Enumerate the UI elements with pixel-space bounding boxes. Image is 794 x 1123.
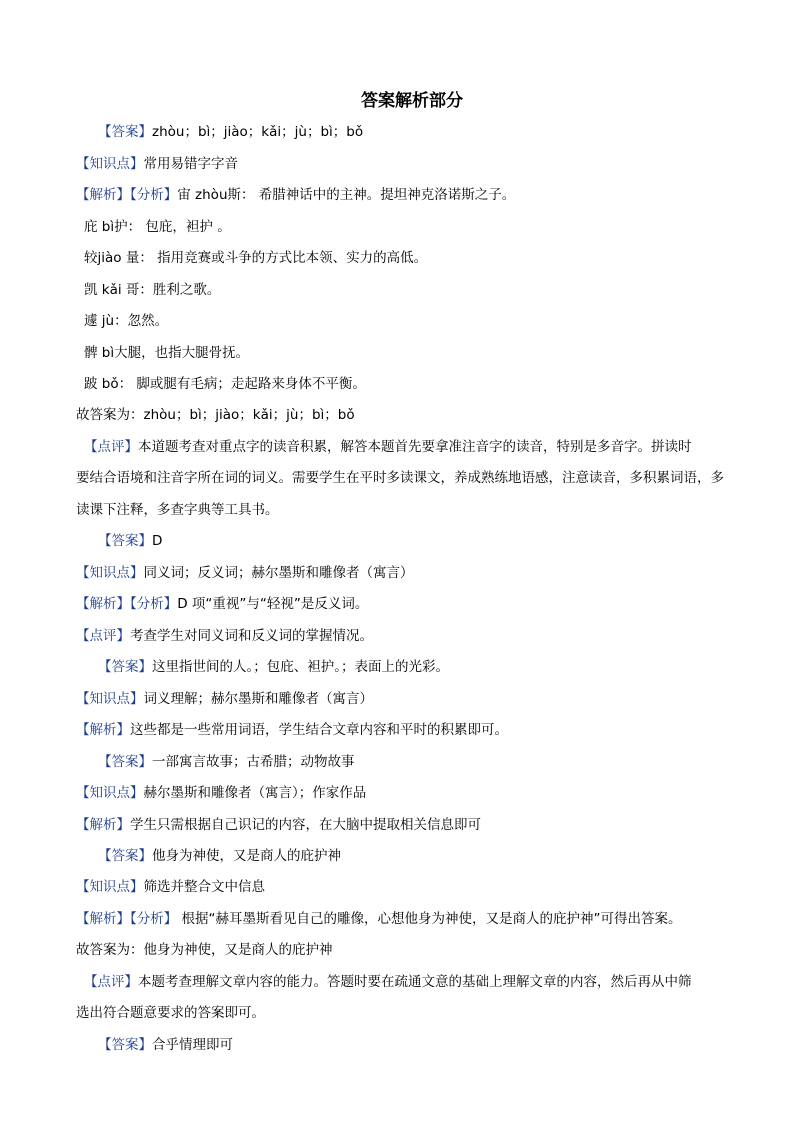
list-item [84,217,231,237]
analysis-tag: 【解析】 [76,817,130,833]
line-text: 读课下注释，多查字典等工具书。 [76,502,279,518]
line-text: 合乎情理即可 [152,1037,233,1053]
page-title: 答案解析部分 [361,91,463,111]
list-item [98,122,363,142]
line-text: 较jiào 量： 指用竞赛或斗争的方式比本领、实力的高低。 [84,250,428,266]
list-item [76,594,368,614]
knowledge-tag: 【知识点】 [76,156,144,172]
comment-tag: 【点评】 [84,439,138,455]
list-item [98,752,355,772]
line-text: zhòu；bì；jiào；kǎi；jù；bì；bǒ [152,124,364,140]
line-text: 同义词；反义词；赫尔墨斯和雕像者（寓言） [143,565,414,581]
answer-tag: 【答案】 [98,124,152,140]
line-text: 词义理解；赫尔墨斯和雕像者（寓言） [143,691,373,707]
line-text: 筛选并整合文中信息 [143,879,265,895]
list-item [76,909,682,929]
line-text: 本道题考查对重点字的读音积累，解答本题首先要拿准注音字的读音，特别是多音字。拼读时 [138,439,692,455]
list-item [76,783,366,803]
line-text: 学生只需根据自己识记的内容，在大脑中提取相关信息即可 [130,817,481,833]
line-text: 常用易错字字音 [143,156,238,172]
answer-tag: 【答案】 [98,659,152,675]
line-text: 他身为神使，又是商人的庇护神 [152,848,341,864]
line-text: 这些都是一些常用词语，学生结合文章内容和平时的积累即可。 [130,722,508,738]
line-text: 这里指世间的人。；包庇、袒护。；表面上的光彩。 [152,659,449,675]
knowledge-tag: 【知识点】 [76,565,144,581]
line-text: 赫尔墨斯和雕像者（寓言）；作家作品 [143,785,367,801]
list-item [76,720,508,740]
answer-tag: 【答案】 [98,533,152,549]
comment-tag: 【点评】 [76,628,130,644]
line-text: 故答案为：zhòu；bì；jiào；kǎi；jù；bì；bǒ [76,407,355,423]
list-item [76,405,355,425]
list-item [84,280,220,300]
knowledge-tag: 【知识点】 [76,879,144,895]
list-item [76,1003,265,1023]
knowledge-tag: 【知识点】 [76,785,144,801]
comment-tag: 【点评】 [84,974,138,990]
line-text: 要结合语境和注音字所在词的词义。需要学生在平时多读课文，养成熟练地语感，注意读音，多积累词语，多 [76,470,724,486]
list-item [98,657,449,677]
line-text: 凯 kǎi 哥：胜利之歌。 [84,282,221,298]
list-item [84,311,168,331]
list-item [76,154,238,174]
line-text: 考查学生对同义词和反义词的掌握情况。 [130,628,373,644]
list-item [84,343,249,363]
list-item [76,626,373,646]
list-item [84,972,692,992]
analysis-tag: 【解析】 [76,722,130,738]
line-text: 故答案为：他身为神使，又是商人的庇护神 [76,942,333,958]
list-item [76,500,279,520]
list-item [76,877,265,897]
list-item [84,248,427,268]
list-item [84,437,692,457]
list-item [84,374,366,394]
list-item [98,846,341,866]
list-item [76,468,724,488]
answer-tag: 【答案】 [98,1037,152,1053]
analysis-tag: 【解析】【分析】 [76,596,178,612]
answer-tag: 【答案】 [98,848,152,864]
analysis-tag: 【解析】【分析】 [76,187,178,203]
line-text: 跛 bǒ： 脚或腿有毛病；走起路来身体不平衡。 [84,376,366,392]
line-text: 本题考查理解文章内容的能力。答题时要在疏通文意的基础上理解文章的内容，然后再从中筛 [138,974,692,990]
knowledge-tag: 【知识点】 [76,691,144,707]
line-text: 选出符合题意要求的答案即可。 [76,1005,265,1021]
line-text: 庇 bì护： 包庇，袒护 。 [84,219,231,235]
list-item [98,1035,233,1055]
line-text: 根据“赫耳墨斯看见自己的雕像，心想他身为神使，又是商人的庇护神”可得出答案。 [177,911,682,927]
line-text: 遽 jù：忽然。 [84,313,169,329]
list-item [76,689,373,709]
line-text: 髀 bì大腿，也指大腿骨抚。 [84,345,250,361]
list-item [76,940,333,960]
list-item [76,563,414,583]
list-item [76,185,515,205]
line-text: 一部寓言故事；古希腊；动物故事 [152,754,355,770]
analysis-tag: 【解析】【分析】 [76,911,178,927]
list-item [98,531,162,551]
line-text: 宙 zhòu斯： 希腊神话中的主神。提坦神克洛诺斯之子。 [177,187,516,203]
list-item [76,815,481,835]
answer-tag: 【答案】 [98,754,152,770]
line-text: D 项“重视”与“轻视”是反义词。 [177,596,369,612]
line-text: D [152,533,163,549]
